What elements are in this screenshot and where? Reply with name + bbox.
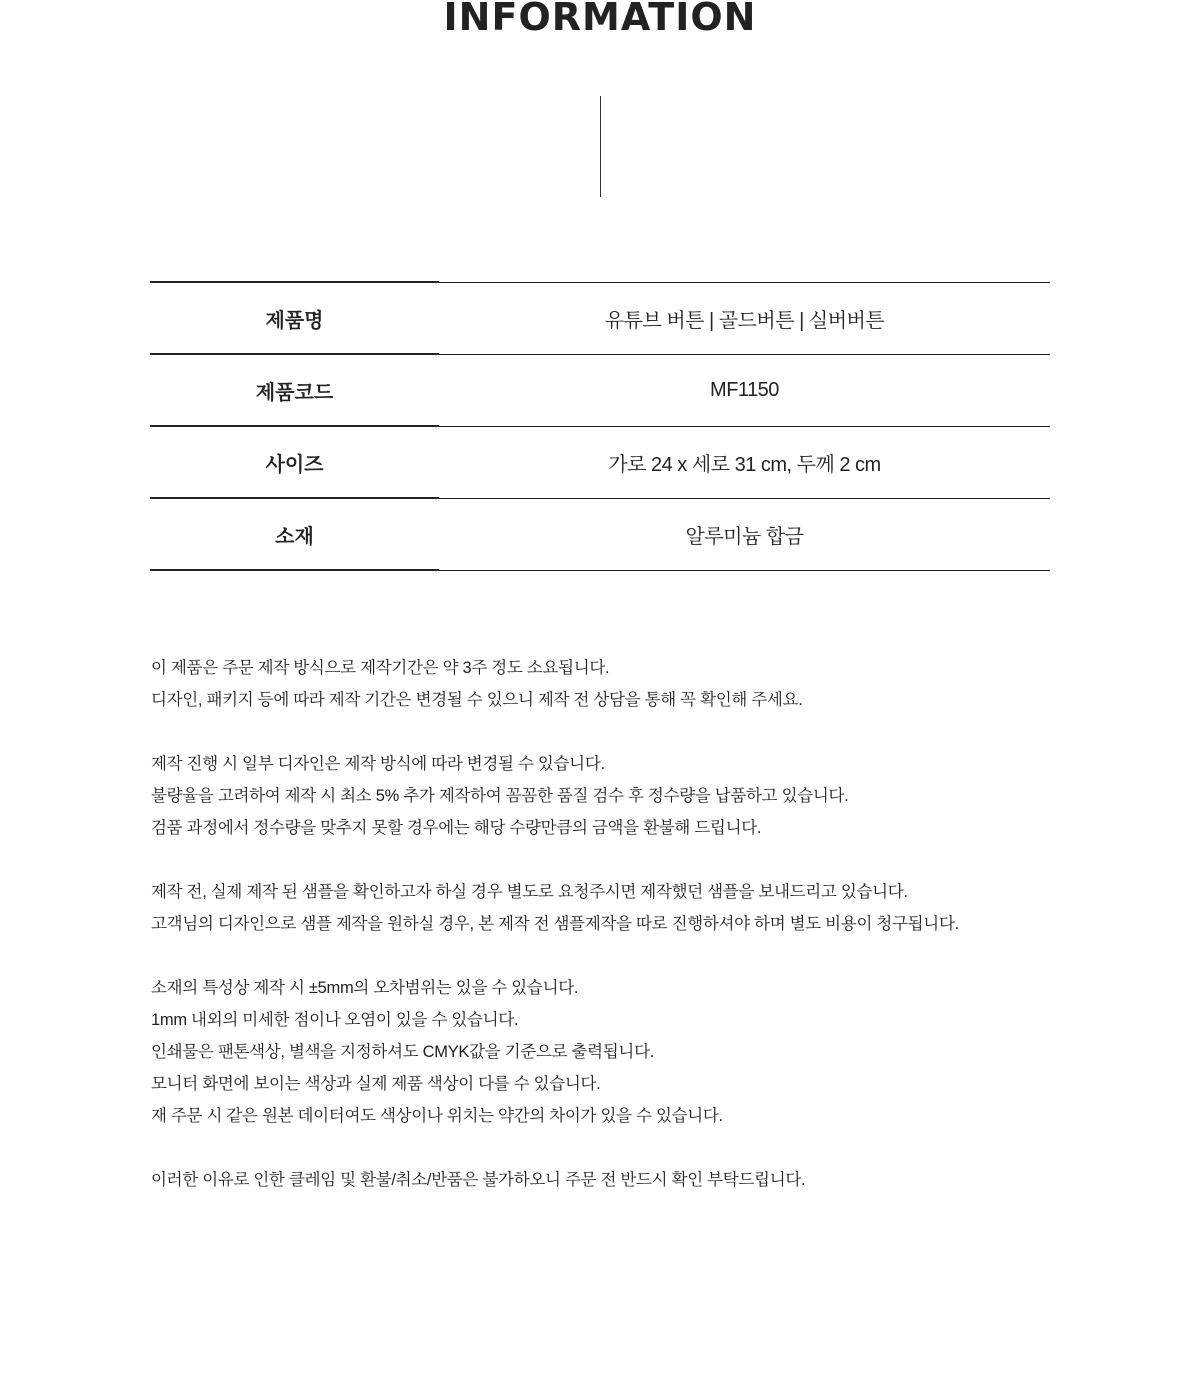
notice-line: 제작 전, 실제 제작 된 샘플을 확인하고자 하실 경우 별도로 요청주시면 제작했던 샘플을 보내드리고 있습니다.	[151, 883, 908, 901]
notice-group-quality	[151, 748, 1051, 844]
spec-label: 제품코드	[150, 354, 439, 426]
notice-line: 불량율을 고려하여 제작 시 최소 5% 추가 제작하여 꼼꼼한 품질 검수 후 정수량을 납품하고 있습니다.	[151, 787, 849, 805]
notice-line: 제작 진행 시 일부 디자인은 제작 방식에 따라 변경될 수 있습니다.	[151, 755, 605, 773]
notice-line: 고객님의 디자인으로 샘플 제작을 원하실 경우, 본 제작 전 샘플제작을 따로 진행하셔야 하며 별도 비용이 청구됩니다.	[151, 915, 959, 933]
spec-label: 사이즈	[150, 426, 439, 498]
notice-line: 1mm 내외의 미세한 점이나 오염이 있을 수 있습니다.	[151, 1011, 519, 1029]
notice-section	[151, 652, 1051, 1228]
notice-line: 소재의 특성상 제작 시 ±5mm의 오차범위는 있을 수 있습니다.	[151, 979, 579, 997]
table-row-size	[150, 426, 1050, 498]
notice-line: 검품 과정에서 정수량을 맞추지 못할 경우에는 해당 수량만큼의 금액을 환불해 드립니다.	[151, 819, 762, 837]
table-row-material	[150, 498, 1050, 570]
notice-group-refund-policy	[151, 1164, 1051, 1196]
spec-value: 가로 24 x 세로 31 cm, 두께 2 cm	[439, 426, 1050, 498]
table-row-product-code	[150, 354, 1050, 426]
notice-line: 모니터 화면에 보이는 색상과 실제 제품 색상이 다를 수 있습니다.	[151, 1075, 601, 1093]
notice-line: 이 제품은 주문 제작 방식으로 제작기간은 약 3주 정도 소요됩니다.	[151, 659, 610, 677]
notice-line: 디자인, 패키지 등에 따라 제작 기간은 변경될 수 있으니 제작 전 상담을 통해 꼭 확인해 주세요.	[151, 691, 803, 709]
spec-value: MF1150	[439, 354, 1050, 426]
product-spec-table	[150, 281, 1050, 571]
notice-line: 인쇄물은 팬톤색상, 별색을 지정하셔도 CMYK값을 기준으로 출력됩니다.	[151, 1043, 654, 1061]
spec-value: 유튜브 버튼 | 골드버튼 | 실버버튼	[439, 282, 1050, 354]
vertical-divider	[600, 96, 601, 197]
table-row-product-name	[150, 282, 1050, 354]
notice-group-production-time	[151, 652, 1051, 716]
notice-group-sample	[151, 876, 1051, 940]
notice-line: 재 주문 시 같은 원본 데이터여도 색상이나 위치는 약간의 차이가 있을 수 있습니다.	[151, 1107, 723, 1125]
spec-label: 소재	[150, 498, 439, 570]
spec-label: 제품명	[150, 282, 439, 354]
notice-group-tolerance	[151, 972, 1051, 1132]
spec-value: 알루미늄 합금	[439, 498, 1050, 570]
page-title: INFORMATION	[443, 0, 757, 39]
notice-line: 이러한 이유로 인한 클레임 및 환불/취소/반품은 불가하오니 주문 전 반드시 확인 부탁드립니다.	[151, 1171, 806, 1189]
